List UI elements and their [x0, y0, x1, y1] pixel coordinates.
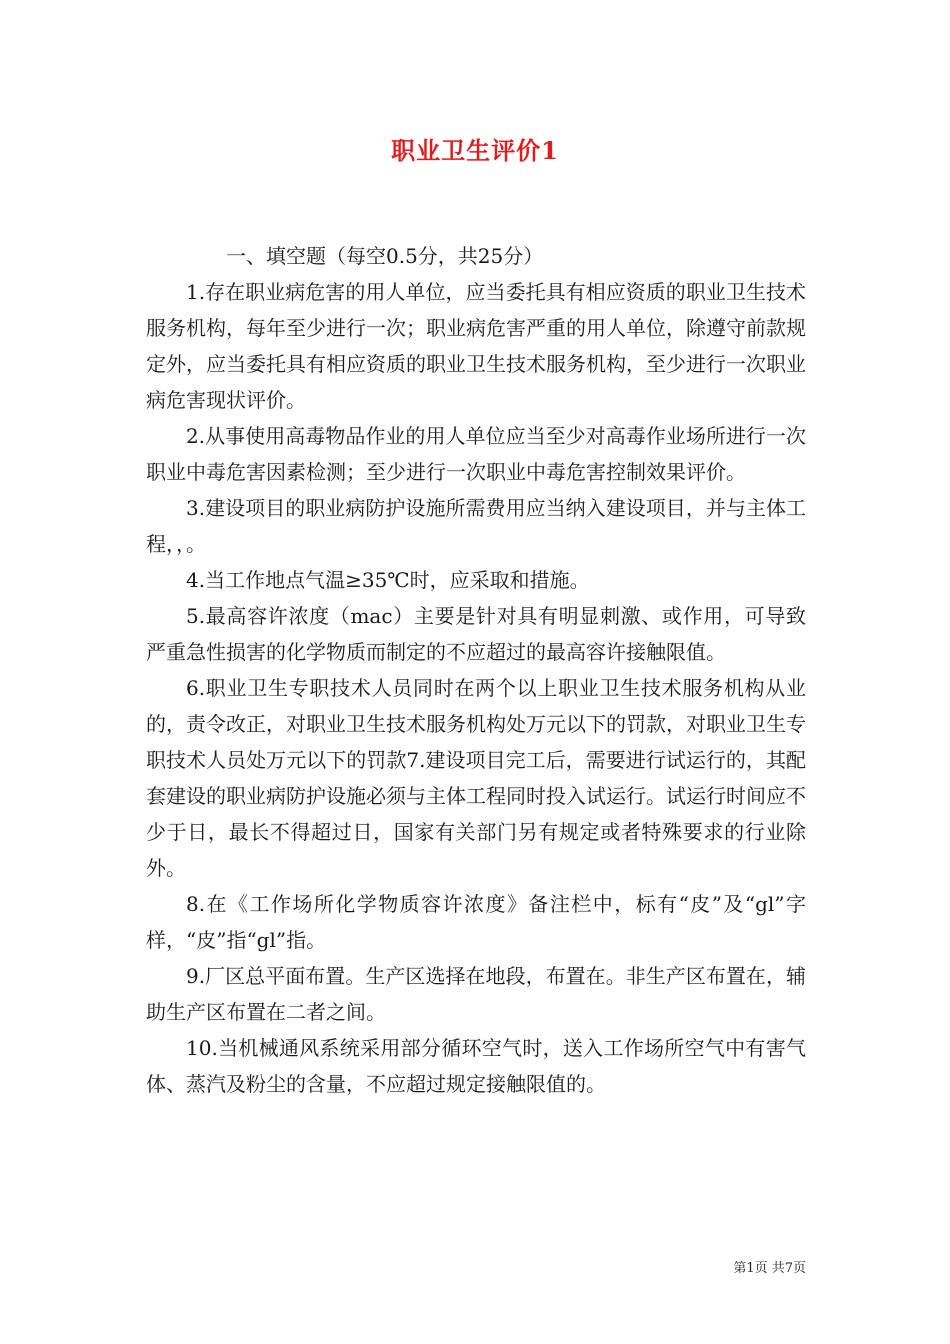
document-title: 职业卫生评价1	[391, 136, 559, 165]
section-heading: 一、填空题（每空0.5分，共25分）	[226, 244, 544, 268]
document-body	[146, 238, 806, 1102]
question-4: 4.当工作地点气温≥35℃时，应采取和措施。	[186, 568, 590, 592]
question-10: 10.当机械通风系统采用部分循环空气时，送入工作场所空气中有害气体、蒸汽及粉尘的含量，不应超过规定接触限值的。	[146, 1036, 806, 1096]
question-9: 9.厂区总平面布置。生产区选择在地段，布置在。非生产区布置在，辅助生产区布置在二者之间。	[146, 964, 806, 1024]
question-8: 8.在《工作场所化学物质容许浓度》备注栏中，标有“皮”及“gl”字样，“皮”指“gl”指。	[146, 892, 806, 952]
page-number: 第1页 共7页	[733, 1261, 806, 1276]
question-2: 2.从事使用高毒物品作业的用人单位应当至少对高毒作业场所进行一次职业中毒危害因素检测；至少进行一次职业中毒危害控制效果评价。	[146, 424, 806, 484]
question-3: 3.建设项目的职业病防护设施所需费用应当纳入建设项目，并与主体工程，，。	[146, 496, 806, 556]
question-1: 1.存在职业病危害的用人单位，应当委托具有相应资质的职业卫生技术服务机构，每年至少进行一次；职业病危害严重的用人单位，除遵守前款规定外，应当委托具有相应资质的职业卫生技术服务机构，至少进行一次职业病危害现状评价。	[146, 280, 806, 412]
question-6-7: 6.职业卫生专职技术人员同时在两个以上职业卫生技术服务机构从业的，责令改正，对职业卫生技术服务机构处万元以下的罚款，对职业卫生专职技术人员处万元以下的罚款7.建设项目完工后，需要进行试运行的，其配套建设的职业病防护设施必须与主体工程同时投入试运行。试运行时间应不少于日，最长不得超过日，国家有关部门另有规定或者特殊要求的行业除外。	[146, 676, 806, 880]
question-5: 5.最高容许浓度（mac）主要是针对具有明显刺激、或作用，可导致严重急性损害的化学物质而制定的不应超过的最高容许接触限值。	[146, 604, 806, 664]
